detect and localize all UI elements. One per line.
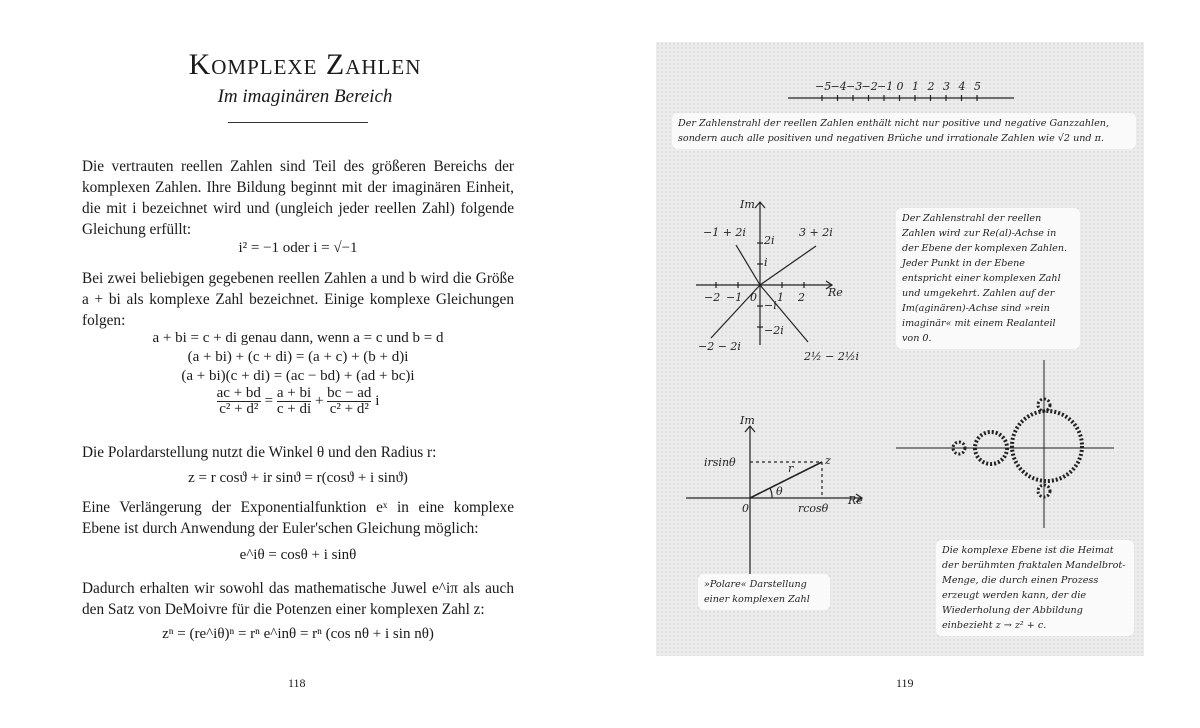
plane-label-x-m1: −1 <box>726 291 743 304</box>
mandelbrot-diagram <box>896 360 1114 528</box>
plane-label-x2: 2 <box>798 291 805 304</box>
polar-r-label: r <box>788 462 794 475</box>
vector-b <box>760 246 816 285</box>
equation-multiplication: (a + bi)(c + di) = (ac − bd) + (ad + bc)i <box>181 368 415 384</box>
equation-imaginary-unit: i² = −1 oder i = √−1 <box>238 240 358 256</box>
vector-a <box>736 245 760 285</box>
page-subtitle: Im imaginären Bereich <box>217 86 393 107</box>
polar-theta-label: θ <box>776 485 783 498</box>
paragraph-complex-numbers: Bei zwei beliebigen gegebenen reellen Zahlen a und b wird die Größe a + bi als komplexe Zahl bezeichnet. Einige komplexe Gleichungen folgen: <box>82 270 514 329</box>
page-title: Komplexe Zahlen <box>188 48 422 81</box>
division-denominator-1: c² + d² <box>219 401 259 417</box>
equation-euler: e^iθ = cosθ + i sinθ <box>239 547 357 563</box>
plane-label-minus-i: −i <box>764 299 777 312</box>
number-line-label: 5 <box>974 80 981 93</box>
equation-polar: z = r cosϑ + ir sinϑ = r(cosϑ + i sinϑ) <box>188 470 408 486</box>
polar-labels <box>704 414 863 515</box>
plane-im-label: Im <box>740 198 755 211</box>
paragraph-intro: Die vertrauten reellen Zahlen sind Teil des größeren Bereichs der komplexen Zahlen. Ihre Bildung beginnt mit der imaginären Einheit, die mit i bezeichnet wird und (ungleich jeder reellen Zahl) folgende Gleichung erfüllt: <box>82 158 514 238</box>
number-line-label: −1 <box>877 80 894 93</box>
plane-label-x1: 1 <box>777 291 784 304</box>
division-numerator-3: bc − ad <box>327 385 372 401</box>
plane-label-x-m2: −2 <box>704 291 721 304</box>
equation-equality: a + bi = c + di genau dann, wenn a = c und b = d <box>152 330 444 346</box>
polar-diagram <box>686 426 862 575</box>
number-line-label: 0 <box>896 80 904 93</box>
division-numerator-1: ac + bd <box>216 385 261 401</box>
mandelbrot-cardioid <box>1012 411 1082 481</box>
caption-mandelbrot: Die komplexe Ebene ist die Heimat der berühmten fraktalen Mandelbrot-Menge, die durch einen Prozess erzeugt werden kann, der die Wiederholung der Abbildung einbezieht z → z² + c. <box>936 540 1134 636</box>
polar-rcos-label: rcosθ <box>798 502 829 515</box>
paragraph-polar: Die Polardarstellung nutzt die Winkel θ und den Radius r: <box>82 444 437 461</box>
caption-polar: »Polare« Darstellung einer komplexen Zahl <box>698 574 830 610</box>
plane-label-i: i <box>764 256 768 269</box>
plane-label-x0: 0 <box>750 291 757 304</box>
paragraph-demoivre: Dadurch erhalten wir sowohl das mathematische Juwel e^iπ als auch den Satz von DeMoivre für die Potenzen einer komplexen Zahl z: <box>82 580 514 618</box>
polar-angle-arc <box>770 488 772 498</box>
page-number-right: 119 <box>896 676 914 690</box>
division-denominator-3: c² + d² <box>329 401 369 417</box>
polar-z-label: z <box>825 454 831 467</box>
polar-origin-label: 0 <box>742 502 749 515</box>
division-numerator-2: a + bi <box>276 385 312 401</box>
number-line-label: 2 <box>927 80 935 93</box>
plane-labels <box>698 198 859 363</box>
division-equals: = <box>264 392 274 409</box>
plane-label-2i: 2i <box>764 234 775 247</box>
number-line-label: −5 <box>815 80 832 93</box>
number-line-label: 3 <box>943 80 950 93</box>
equation-demoivre: zⁿ = (re^iθ)ⁿ = rⁿ e^inθ = rⁿ (cos nθ + i sin nθ) <box>162 626 434 642</box>
division-denominator-2: c + di <box>276 401 312 417</box>
plane-label-minus-2i: −2i <box>764 324 784 337</box>
page-number-left: 118 <box>288 676 306 690</box>
plane-label-a: −1 + 2i <box>703 226 746 239</box>
plane-re-label: Re <box>828 286 843 299</box>
right-page <box>600 0 1200 728</box>
title-divider <box>228 122 368 123</box>
division-plus: + <box>314 392 324 409</box>
caption-complex-plane: Der Zahlenstrahl der reellen Zahlen wird zur Re(al)-Achse in der Ebene der komplexen Zahlen. Jeder Punkt in der Ebene entspricht einer komplexen Zahl und umgekehrt. Zahlen auf der Im(aginären)-Achse sind »rein imaginär« mit einem Realanteil von 0. <box>896 208 1080 349</box>
number-line <box>788 95 1014 101</box>
number-line-label: 4 <box>958 80 966 93</box>
paragraph-euler: Eine Verlängerung der Exponentialfunktion eˣ in eine komplexe Ebene ist durch Anwendung der Euler'schen Gleichung möglich: <box>82 499 514 537</box>
division-tail: i <box>375 392 380 409</box>
caption-number-line: Der Zahlenstrahl der reellen Zahlen enthält nicht nur positive und negative Ganzzahlen, sondern auch alle positiven und negativen Brüche und irrationale Zahlen wie √2 und π. <box>672 113 1136 149</box>
polar-radius <box>750 462 822 498</box>
number-line-label: −2 <box>861 80 878 93</box>
plane-label-d: 2½ − 2½i <box>804 350 860 363</box>
equation-addition: (a + bi) + (c + di) = (a + c) + (b + d)i <box>187 349 409 365</box>
equation-division <box>82 386 514 417</box>
plane-label-b: 3 + 2i <box>799 226 833 239</box>
polar-rsin-label: irsinθ <box>704 456 736 469</box>
number-line-label: −3 <box>846 80 863 93</box>
polar-re-label: Re <box>848 494 863 507</box>
polar-im-label: Im <box>740 414 755 427</box>
number-line-label: −4 <box>830 80 847 93</box>
plane-label-c: −2 − 2i <box>698 340 741 353</box>
number-line-label: 1 <box>912 80 919 93</box>
